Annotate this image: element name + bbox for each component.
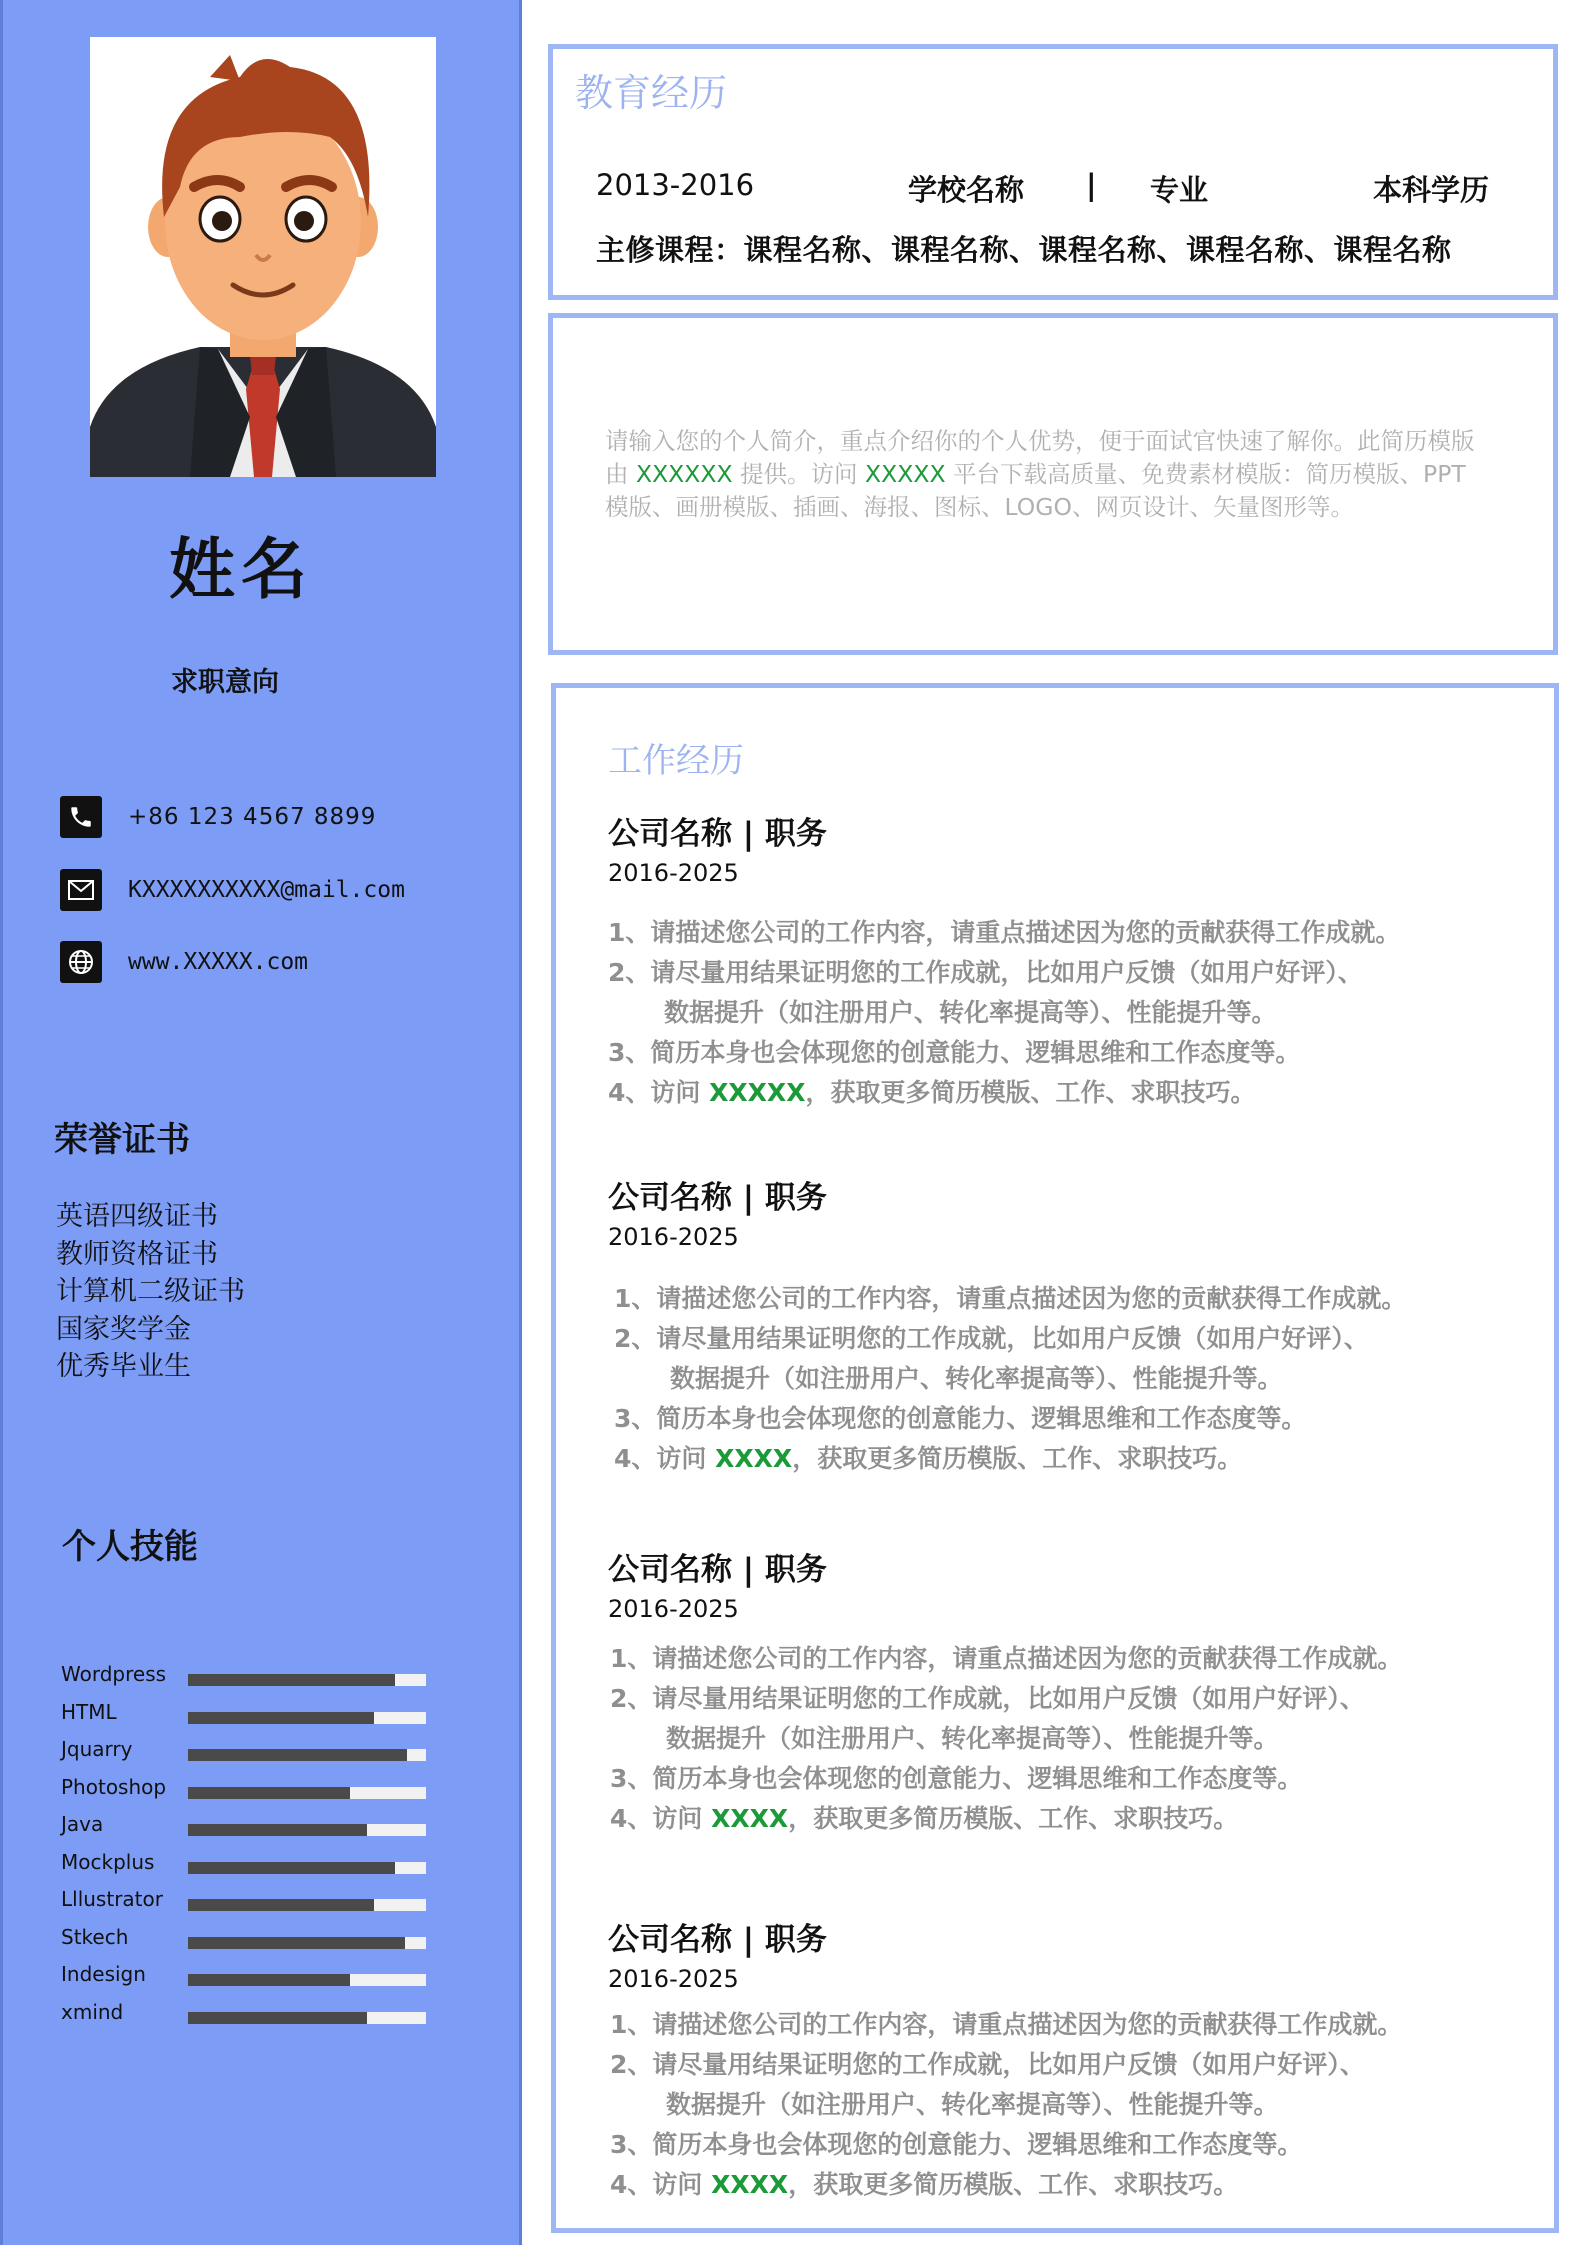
job-role: 职务 bbox=[764, 1552, 827, 1588]
job-line-text: ，获取更多简历模版、工作、求职技巧。 bbox=[792, 1444, 1243, 1473]
job-line: 2、请尽量用结果证明您的工作成就，比如用户反馈（如用户好评）、 bbox=[610, 1684, 1365, 1713]
company-name: 公司名称 bbox=[608, 816, 732, 852]
skill-bar-fill bbox=[188, 2012, 367, 2024]
email-address: KXXXXXXXXXX@mail.com bbox=[128, 877, 405, 903]
website-url: www.XXXXX.com bbox=[128, 949, 309, 975]
job-description bbox=[608, 913, 1400, 1113]
job-line: 数据提升（如注册用户、转化率提高等）、性能提升等。 bbox=[670, 1364, 1283, 1393]
skill-bar-fill bbox=[188, 1749, 407, 1761]
job-line: 1、请描述您公司的工作内容，请重点描述因为您的贡献获得工作成就。 bbox=[610, 2010, 1403, 2039]
skill-bar-fill bbox=[188, 1824, 367, 1836]
job-line-text: 4、访问 bbox=[614, 1444, 716, 1473]
job-description bbox=[608, 1279, 1406, 1479]
job-line: 2、请尽量用结果证明您的工作成就，比如用户反馈（如用户好评）、 bbox=[610, 2050, 1365, 2079]
job-header bbox=[608, 1914, 1402, 1959]
globe-icon bbox=[60, 941, 102, 983]
phone-number: +86 123 4567 8899 bbox=[128, 804, 377, 830]
honor-item: 教师资格证书 bbox=[56, 1238, 218, 1270]
job-description bbox=[608, 2005, 1402, 2205]
company-name: 公司名称 bbox=[608, 1922, 732, 1958]
job-link[interactable]: XXXX bbox=[711, 1804, 789, 1833]
job-line-text: ，获取更多简历模版、工作、求职技巧。 bbox=[788, 1804, 1239, 1833]
skill-bar-fill bbox=[188, 1899, 374, 1911]
education-separator: | bbox=[1086, 168, 1097, 202]
honor-item: 优秀毕业生 bbox=[56, 1351, 191, 1382]
job-link[interactable]: XXXXX bbox=[709, 1078, 806, 1107]
honor-item: 英语四级证书 bbox=[56, 1201, 218, 1232]
job-separator: | bbox=[742, 1922, 755, 1958]
skill-name: Wordpress bbox=[61, 1662, 167, 1686]
skill-name: Jquarry bbox=[61, 1737, 133, 1761]
job-description bbox=[608, 1639, 1402, 1839]
job-link[interactable]: XXXX bbox=[715, 1444, 793, 1473]
job-line: 数据提升（如注册用户、转化率提高等）、性能提升等。 bbox=[666, 2090, 1279, 2119]
job-separator: | bbox=[742, 1552, 755, 1588]
job-line bbox=[608, 1073, 1400, 1113]
avatar-illustration bbox=[90, 37, 436, 477]
job-line-text: ，获取更多简历模版、工作、求职技巧。 bbox=[788, 2170, 1239, 2199]
skill-bar-fill bbox=[188, 1674, 395, 1686]
skill-bar-track bbox=[188, 1824, 426, 1836]
school-name: 学校名称 bbox=[908, 173, 1025, 207]
skill-bar-track bbox=[188, 1787, 426, 1799]
job-dates: 2016-2025 bbox=[608, 1223, 739, 1251]
skill-name: Lllustrator bbox=[61, 1887, 163, 1911]
job-line: 1、请描述您公司的工作内容，请重点描述因为您的贡献获得工作成就。 bbox=[610, 1644, 1403, 1673]
skill-name: HTML bbox=[61, 1699, 117, 1724]
job-line: 数据提升（如注册用户、转化率提高等）、性能提升等。 bbox=[664, 998, 1277, 1027]
job-line: 2、请尽量用结果证明您的工作成就，比如用户反馈（如用户好评）、 bbox=[608, 958, 1363, 987]
skill-name: Stkech bbox=[61, 1924, 129, 1949]
job-role: 职务 bbox=[764, 1922, 827, 1958]
work-title: 工作经历 bbox=[608, 741, 744, 781]
company-name: 公司名称 bbox=[608, 1552, 732, 1588]
education-title: 教育经历 bbox=[575, 71, 728, 115]
skill-name: Mockplus bbox=[61, 1849, 155, 1874]
skill-bar-track bbox=[188, 1712, 426, 1724]
contact-email bbox=[60, 870, 405, 910]
job-line-text: 4、访问 bbox=[610, 1804, 712, 1833]
skill-name: Indesign bbox=[61, 1962, 146, 1986]
intro-text: 请输入您的个人简介，重点介绍你的个人优势，便于面试官快速了解你。此简历模版由 bbox=[605, 427, 1475, 488]
job-header bbox=[608, 808, 1400, 853]
job-header bbox=[608, 1544, 1402, 1589]
skill-bar-fill bbox=[188, 1787, 350, 1799]
job-role: 职务 bbox=[764, 1180, 827, 1216]
skill-bar-fill bbox=[188, 1937, 405, 1949]
intro-link[interactable]: XXXXX bbox=[865, 460, 946, 488]
skill-bar-track bbox=[188, 1862, 426, 1874]
job-line bbox=[610, 2165, 1402, 2205]
skills-title: 个人技能 bbox=[62, 1527, 198, 1567]
job-line: 3、简历本身也会体现您的创意能力、逻辑思维和工作态度等。 bbox=[614, 1404, 1307, 1433]
job-header bbox=[608, 1172, 1406, 1217]
main-courses: 主修课程：课程名称、课程名称、课程名称、课程名称、课程名称 bbox=[596, 233, 1452, 267]
job-line: 1、请描述您公司的工作内容，请重点描述因为您的贡献获得工作成就。 bbox=[614, 1284, 1407, 1313]
personal-intro bbox=[605, 425, 1485, 524]
job-separator: | bbox=[742, 1180, 755, 1216]
job-dates: 2016-2025 bbox=[608, 859, 739, 887]
honor-item: 计算机二级证书 bbox=[56, 1276, 245, 1307]
honors-list bbox=[56, 1198, 245, 1386]
skill-bar-track bbox=[188, 2012, 426, 2024]
job-line-text: 4、访问 bbox=[610, 2170, 712, 2199]
honors-title: 荣誉证书 bbox=[54, 1120, 190, 1160]
job-line-text: ，获取更多简历模版、工作、求职技巧。 bbox=[805, 1078, 1256, 1107]
company-name: 公司名称 bbox=[608, 1180, 732, 1216]
major: 专业 bbox=[1150, 173, 1209, 207]
job-entry bbox=[608, 1544, 1402, 1839]
intro-text: 平台下载高质量、免费素材模版：简历模版、PPT 模版、画册模版、插画、海报、图标、LOGO、网页设计、矢量图形等。 bbox=[605, 460, 1466, 521]
job-link[interactable]: XXXX bbox=[711, 2170, 789, 2199]
intro-text: 提供。访问 bbox=[740, 460, 858, 488]
job-line: 1、请描述您公司的工作内容，请重点描述因为您的贡献获得工作成就。 bbox=[608, 918, 1401, 947]
job-dates: 2016-2025 bbox=[608, 1595, 739, 1623]
skill-bar-track bbox=[188, 1674, 426, 1686]
intro-link[interactable]: XXXXXX bbox=[635, 460, 733, 488]
education-years: 2013-2016 bbox=[596, 168, 755, 202]
job-intent: 求职意向 bbox=[171, 667, 279, 698]
job-line: 3、简历本身也会体现您的创意能力、逻辑思维和工作态度等。 bbox=[610, 1764, 1303, 1793]
skill-bar-track bbox=[188, 1749, 426, 1761]
job-line bbox=[610, 1799, 1402, 1839]
job-entry bbox=[608, 808, 1400, 1113]
job-entry bbox=[608, 1172, 1406, 1479]
job-line-text: 4、访问 bbox=[608, 1078, 710, 1107]
skill-name: Photoshop bbox=[61, 1774, 167, 1799]
job-line: 数据提升（如注册用户、转化率提高等）、性能提升等。 bbox=[666, 1724, 1279, 1753]
skill-bar-track bbox=[188, 1974, 426, 1986]
sidebar bbox=[0, 0, 522, 2245]
skill-name: Java bbox=[61, 1812, 104, 1836]
job-line: 2、请尽量用结果证明您的工作成就，比如用户反馈（如用户好评）、 bbox=[614, 1324, 1369, 1353]
job-line: 3、简历本身也会体现您的创意能力、逻辑思维和工作态度等。 bbox=[610, 2130, 1303, 2159]
contact-website bbox=[60, 942, 308, 982]
skill-bar-fill bbox=[188, 1974, 350, 1986]
job-dates: 2016-2025 bbox=[608, 1965, 739, 1993]
phone-icon bbox=[60, 796, 102, 838]
skill-name: xmind bbox=[61, 1999, 124, 2024]
honor-item: 国家奖学金 bbox=[56, 1313, 191, 1345]
contact-phone bbox=[60, 797, 376, 837]
job-role: 职务 bbox=[764, 816, 827, 852]
degree: 本科学历 bbox=[1373, 173, 1490, 207]
skill-bar-track bbox=[188, 1899, 426, 1911]
job-line: 3、简历本身也会体现您的创意能力、逻辑思维和工作态度等。 bbox=[608, 1038, 1301, 1067]
profile-photo bbox=[90, 37, 436, 477]
mail-icon bbox=[60, 869, 102, 911]
skill-bar-track bbox=[188, 1937, 426, 1949]
job-entry bbox=[608, 1914, 1402, 2205]
job-line bbox=[614, 1439, 1406, 1479]
skill-bar-fill bbox=[188, 1862, 395, 1874]
job-separator: | bbox=[742, 816, 755, 852]
person-name: 姓名 bbox=[169, 531, 313, 608]
skill-bar-fill bbox=[188, 1712, 374, 1724]
